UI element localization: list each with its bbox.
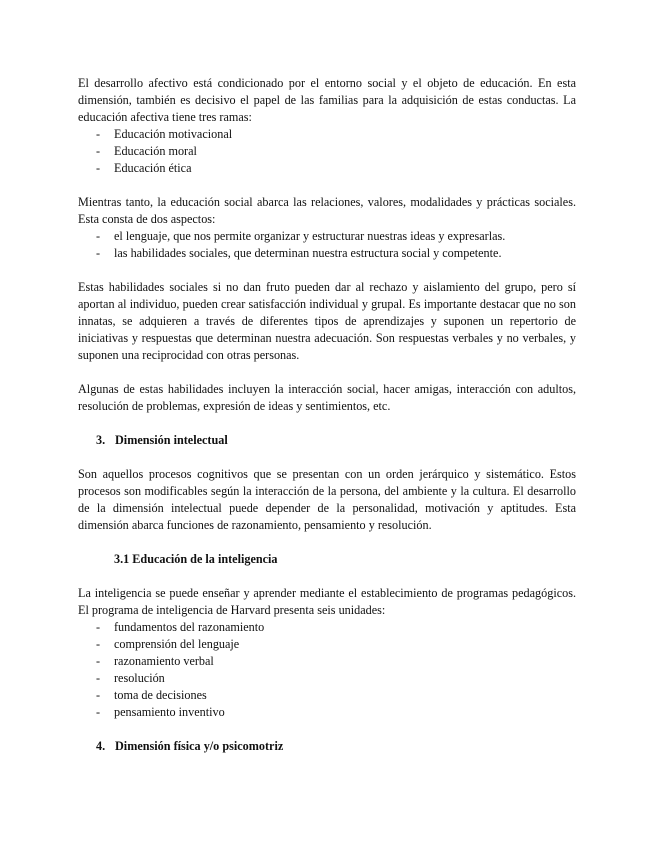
list-item: - comprensión del lenguaje bbox=[96, 637, 240, 651]
list-item: - resolución bbox=[96, 671, 165, 685]
dash-marker: - bbox=[96, 229, 101, 243]
dash-marker: - bbox=[96, 127, 101, 141]
document-body bbox=[78, 75, 576, 755]
paragraph-dimension-intelectual: Son aquellos procesos cognitivos que se presentan con un orden jerárquico y sistemático. Estos procesos son modificables según la interacción de la persona, del ambiente y la cultura. El desarrollo de la dimensión intelectual puede depender de la personalidad, motivación y aptitudes. Esta dimensión abarca funciones de razonamiento, pensamiento y resolución. bbox=[78, 467, 576, 532]
heading-dimension-fisica bbox=[78, 738, 576, 755]
dash-marker: - bbox=[96, 671, 101, 685]
paragraph-ejemplos-habilidades: Algunas de estas habilidades incluyen la interacción social, hacer amigas, interacción con adultos, resolución de problemas, expresión de ideas y sentimientos, etc. bbox=[78, 382, 576, 413]
heading-number: 3. bbox=[96, 433, 106, 447]
paragraph-educacion-social: Mientras tanto, la educación social abarca las relaciones, valores, modalidades y prácticas sociales. Esta consta de dos aspectos: bbox=[78, 195, 576, 226]
dash-marker: - bbox=[96, 705, 101, 719]
heading-educacion-inteligencia: 3.1 Educación de la inteligencia bbox=[114, 552, 278, 566]
list-item: - Educación moral bbox=[96, 144, 197, 158]
dash-marker: - bbox=[96, 161, 101, 175]
dash-marker: - bbox=[96, 246, 101, 260]
list-item: - toma de decisiones bbox=[96, 688, 207, 702]
list-item: - Educación ética bbox=[96, 161, 192, 175]
paragraph-habilidades-sociales: Estas habilidades sociales si no dan fruto pueden dar al rechazo y aislamiento del grupo, pero sí aportan al individuo, pueden crear satisfacción individual y grupal. Es importante destacar que no son innatas, se adquieren a través de diferentes tipos de aprendizajes y suponen un repertorio de iniciativas y respuestas que determinan nuestra adecuación. Son respuestas verbales y no verbales, y suponen una reciprocidad con otras personas. bbox=[78, 280, 576, 362]
heading-number: 4. bbox=[96, 739, 106, 753]
dash-marker: - bbox=[96, 688, 101, 702]
heading-dimension-intelectual bbox=[78, 432, 576, 449]
dash-marker: - bbox=[96, 144, 101, 158]
list-item: - razonamiento verbal bbox=[96, 654, 214, 668]
list-unidades-harvard bbox=[78, 619, 576, 721]
paragraph-educacion-afectiva: El desarrollo afectivo está condicionado por el entorno social y el objeto de educación. En esta dimensión, también es decisivo el papel de las familias para la adquisición de estas conductas. La educación afectiva tiene tres ramas: bbox=[78, 76, 576, 124]
dash-marker: - bbox=[96, 637, 101, 651]
list-ramas-afectiva bbox=[78, 126, 576, 177]
list-item: - Educación motivacional bbox=[96, 127, 233, 141]
list-item: - las habilidades sociales, que determinan nuestra estructura social y competente. bbox=[96, 246, 502, 260]
list-item: - fundamentos del razonamiento bbox=[96, 620, 265, 634]
paragraph-educacion-inteligencia: La inteligencia se puede enseñar y aprender mediante el establecimiento de programas pedagógicos. El programa de inteligencia de Harvard presenta seis unidades: bbox=[78, 586, 576, 617]
dash-marker: - bbox=[96, 654, 101, 668]
list-item: - el lenguaje, que nos permite organizar y estructurar nuestras ideas y expresarlas. bbox=[96, 229, 506, 243]
list-item: - pensamiento inventivo bbox=[96, 705, 225, 719]
list-aspectos-social bbox=[78, 228, 576, 262]
heading-title: Dimensión física y/o psicomotriz bbox=[115, 739, 284, 753]
heading-title: Dimensión intelectual bbox=[115, 433, 228, 447]
dash-marker: - bbox=[96, 620, 101, 634]
